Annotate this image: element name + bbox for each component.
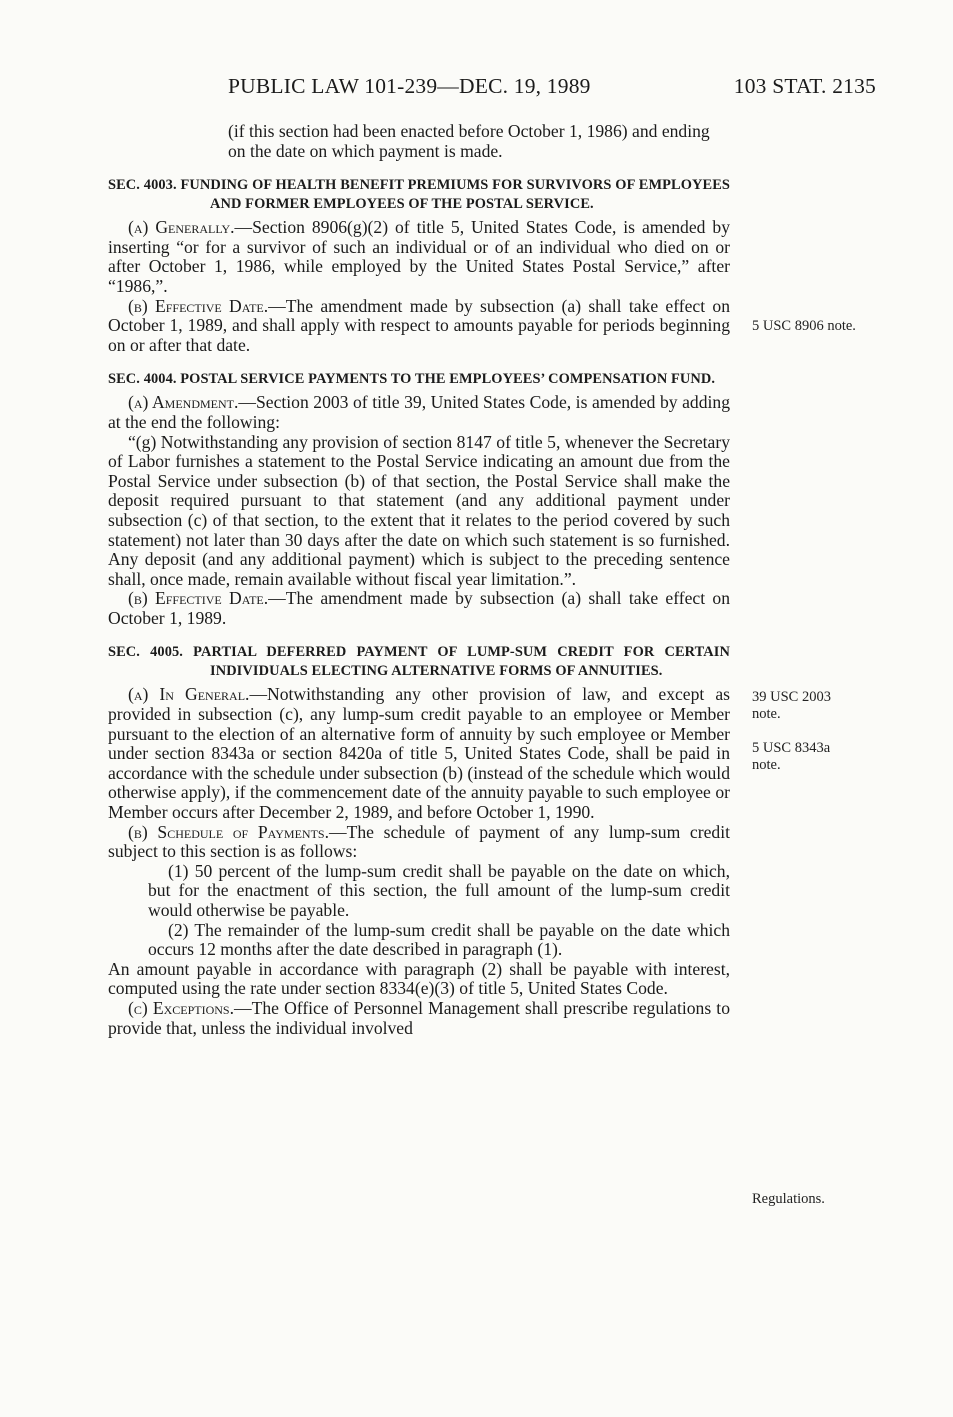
sec4005-b-label: (b) Schedule of Payments. [128,821,329,842]
sec4005-c-text: —The Office of Personnel Management shall prescribe regulations to provide that, unless the individual involved [108,997,730,1038]
sec4005-b-text: —The schedule of payment of any lump-sum credit subject to this section is as follows: [108,821,730,862]
sec4005-paragraph-1: (1) 50 percent of the lump-sum credit shall be payable on the date on which, but for the enactment of this section, the full amount of the lump-sum credit would otherwise be payable. [148,860,730,920]
stat-page-number: 103 STAT. 2135 [733,74,876,98]
sec4005-a-text: —Notwithstanding any other provision of law, and except as provided in subsection (c), any lump-sum credit payable to an employee or Member pursuant to the election of an alternative form of annuity by such employee or Member under section 8343a or section 8420a of title 5, United States Code, shall be paid in accordance with the schedule under subsection (b) (instead of the schedule which would otherwise apply), if the commencement date of the annuity payable to such employee or Member occurs after December 2, 1989, and before October 1, 1990. [108,684,730,823]
sec4005-paragraph-2: (2) The remainder of the lump-sum credit shall be payable on the date which occurs 12 months after the date described in paragraph (1). [148,919,730,960]
sec4004-inserted-subsection-g: “(g) Notwithstanding any provision of section 8147 of title 5, whenever the Secretary of Labor furnishes a statement to the Postal Service indicating an amount due from the Postal Service under subsection (b) of that section, the Postal Service shall make the deposit required pursuant to that statement (and any additional payment under subsection (c) of that section, to the extent that it relates to the period covered by such statement) not later than 30 days after the date on which such statement is so furnished. Any deposit (and any additional payment) which is subject to the preceding sentence shall, once made, remain available without fiscal year limitation.”. [108,431,730,589]
sec4004-a-text: —Section 2003 of title 39, United States Code, is amended by adding at the end the following: [108,392,731,432]
sec4003-subsection-b [108,297,730,356]
sec4005-subsection-b [108,823,730,862]
section-heading-4004: SEC. 4004. POSTAL SERVICE PAYMENTS TO THE EMPLOYEES’ COMPENSATION FUND. [108,371,716,388]
sec4005-a-label: (a) In General. [128,684,250,705]
section-heading-4003: SEC. 4003. FUNDING OF HEALTH BENEFIT PREMIUMS FOR SURVIVORS OF EMPLOYEES AND FORMER EMPLOYEES OF THE POSTAL SERVICE. [108,177,730,213]
margin-note-5-usc-8343a-line2: note. [752,757,781,773]
page-title: PUBLIC LAW 101-239—DEC. 19, 1989 [228,74,591,98]
margin-note-39-usc-2003 [752,689,831,723]
sec4003-subsection-a [108,218,730,296]
sec4004-b-label: (b) Effective Date. [128,588,269,609]
sec4005-subsection-c [108,999,730,1038]
intro-continuation: (if this section had been enacted before October 1, 1986) and ending on the date on which payment is made. [228,121,710,161]
sec4004-subsection-a [108,393,730,432]
sec4003-b-label: (b) Effective Date. [128,295,269,316]
sec4003-a-label: (a) Generally. [128,217,235,238]
sec4003-a-text: —Section 8906(g)(2) of title 5, United States Code, is amended by inserting “or for a survivor of such an individual or of an individual who died on or after October 1, 1986, while employed by the United States Postal Service,” after “1986,”. [108,217,730,296]
margin-note-5-usc-8906: 5 USC 8906 note. [752,318,856,334]
margin-note-39-usc-2003-line2: note. [752,706,781,722]
sec4004-b-text: —The amendment made by subsection (a) shall take effect on October 1, 1989. [108,588,730,628]
margin-note-5-usc-8343a-line1: 5 USC 8343a [752,740,831,756]
margin-note-39-usc-2003-line1: 39 USC 2003 [752,689,831,705]
sec4005-flush-text: An amount payable in accordance with paragraph (2) shall be payable with interest, computed using the rate under section 8334(e)(3) of title 5, United States Code. [108,958,730,999]
sec4004-a-label: (a) Amendment. [128,392,239,413]
sec4005-c-label: (c) Exceptions. [128,997,234,1018]
section-heading-4005: SEC. 4005. PARTIAL DEFERRED PAYMENT OF LUMP-SUM CREDIT FOR CERTAIN INDIVIDUALS ELECTING ALTERNATIVE FORMS OF ANNUITIES. [108,644,730,680]
margin-note-5-usc-8343a [752,740,830,774]
sec4004-subsection-b [108,589,730,628]
document-body [108,122,730,1038]
sec4003-b-text: —The amendment made by subsection (a) shall take effect on October 1, 1989, and shall apply with respect to amounts payable for periods beginning on or after that date. [108,295,730,355]
sec4005-subsection-a [108,685,730,822]
margin-note-regulations: Regulations. [752,1191,825,1207]
page-header [108,74,876,104]
